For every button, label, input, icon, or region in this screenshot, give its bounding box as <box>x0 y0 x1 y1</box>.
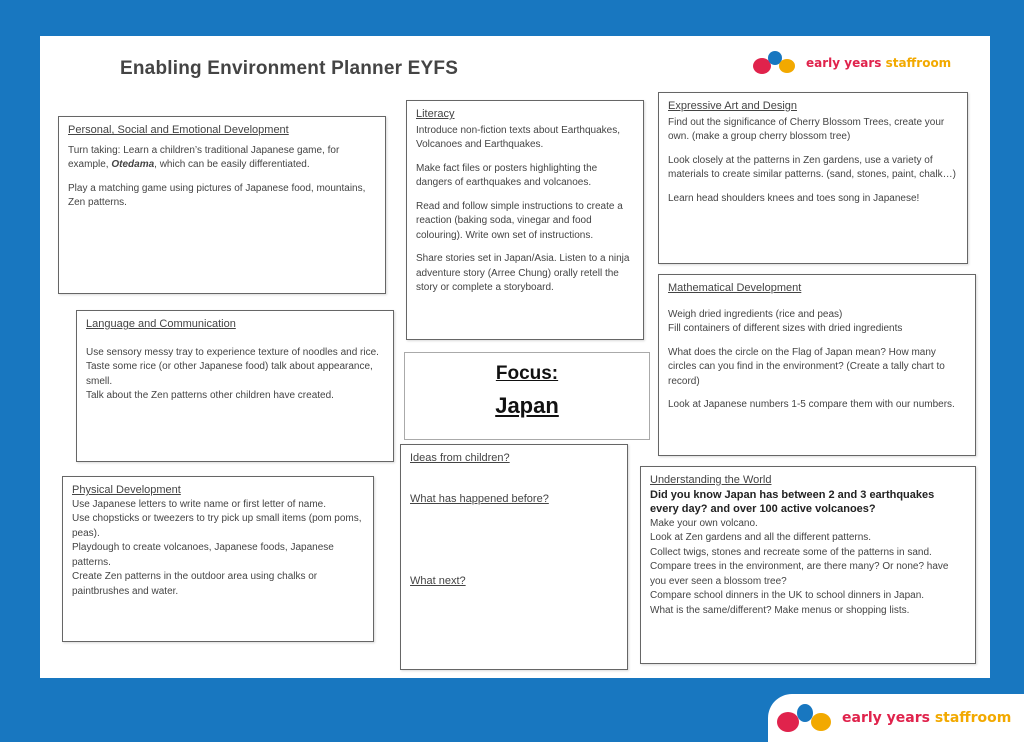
before-question: What has happened before? <box>410 492 549 505</box>
planner-sheet <box>40 36 990 678</box>
ead-item: Look closely at the patterns in Zen gardens, use a variety of materials to create similar patterns. (sand, stones, paint, chalk…) <box>668 154 956 180</box>
pse-p2: Play a matching game using pictures of Japanese food, mountains, Zen patterns. <box>68 182 366 208</box>
hands-icon <box>750 48 800 78</box>
utw-box <box>640 466 976 664</box>
physical-line: Use Japanese letters to write name or first letter of name. <box>72 498 326 510</box>
math-p1 <box>668 308 966 337</box>
utw-line: Make your own volcano. <box>650 517 758 529</box>
math-heading: Mathematical Development <box>668 282 802 294</box>
logo-text: early years staffroom <box>806 56 952 70</box>
focus-label: Focus: <box>495 363 559 384</box>
math-p2: What does the circle on the Flag of Japan mean? How many circles can you find in the environment? (Create a tally chart to record) <box>668 346 945 387</box>
utw-line: Compare trees in the environment, are there many? Or none? have you ever seen a blossom tree? <box>650 561 949 587</box>
ead-heading: Expressive Art and Design <box>668 100 798 112</box>
physical-heading: Physical Development <box>72 484 181 496</box>
literacy-box <box>406 100 644 340</box>
hands-icon <box>774 700 836 736</box>
literacy-item: Make fact files or posters highlighting the dangers of earthquakes and volcanoes. <box>416 162 598 188</box>
ideas-question: Ideas from children? <box>410 452 510 464</box>
utw-line: What is the same/different? Make menus or shopping lists. <box>650 604 910 616</box>
ead-item: Find out the significance of Cherry Blossom Trees, create your own. (make a group cherry blossom tree) <box>668 116 945 142</box>
ideas-box <box>400 444 628 670</box>
literacy-item: Introduce non-fiction texts about Earthquakes, Volcanoes and Earthquakes. <box>416 124 621 150</box>
pse-p1: Turn taking: Learn a children’s traditional Japanese game, for example, Otedama, which can be easily differentiated. <box>68 144 340 170</box>
literacy-item: Read and follow simple instructions to create a reaction (baking soda, vinegar and food colouring). Write own set of instructions. <box>416 200 623 241</box>
physical-box <box>62 476 374 642</box>
physical-line: Use chopsticks or tweezers to try pick up small items (pom poms, peas). <box>72 513 362 539</box>
utw-line: Look at Zen gardens and all the different patterns. <box>650 532 872 543</box>
physical-line: Playdough to create volcanoes, Japanese foods, Japanese patterns. <box>72 542 334 568</box>
lc-heading: Language and Communication <box>86 318 236 330</box>
logo-bottom <box>774 700 1011 736</box>
utw-heading: Understanding the World <box>650 474 772 486</box>
lc-line: Use sensory messy tray to experience texture of noodles and rice. <box>86 346 379 358</box>
lc-line: Taste some rice (or other Japanese food) talk about appearance, smell. <box>86 361 373 387</box>
utw-line: Compare school dinners in the UK to school dinners in Japan. <box>650 590 925 601</box>
ead-box <box>658 92 968 264</box>
physical-line: Create Zen patterns in the outdoor area using chalks or paintbrushes and water. <box>72 571 318 597</box>
lc-box <box>76 310 394 462</box>
ead-item: Learn head shoulders knees and toes song in Japanese! <box>668 192 920 204</box>
pse-box <box>58 116 386 294</box>
logo-text: early years staffroom <box>842 710 1012 726</box>
focus-topic: Japan <box>495 393 559 418</box>
math-p3: Look at Japanese numbers 1-5 compare them with our numbers. <box>668 399 955 410</box>
lc-line: Talk about the Zen patterns other children have created. <box>86 390 334 401</box>
literacy-item: Share stories set in Japan/Asia. Listen to a ninja adventure story (Arree Chung) orally retell the story or complete a storyboard. <box>416 253 630 293</box>
next-question: What next? <box>410 575 466 587</box>
pse-heading: Personal, Social and Emotional Development <box>68 124 289 136</box>
logo-top <box>750 48 951 78</box>
utw-highlight: Did you know Japan has between 2 and 3 earthquakes every day? and over 100 active volcanoes? <box>650 488 935 515</box>
literacy-heading: Literacy <box>416 108 455 120</box>
math-box <box>658 274 976 456</box>
focus-box <box>404 352 650 440</box>
utw-line: Collect twigs, stones and recreate some of the patterns in sand. <box>650 546 932 558</box>
math-line: Weigh dried ingredients (rice and peas) <box>668 308 843 320</box>
math-line: Fill containers of different sizes with dried ingredients <box>668 323 903 334</box>
page-title: Enabling Environment Planner EYFS <box>120 58 459 79</box>
